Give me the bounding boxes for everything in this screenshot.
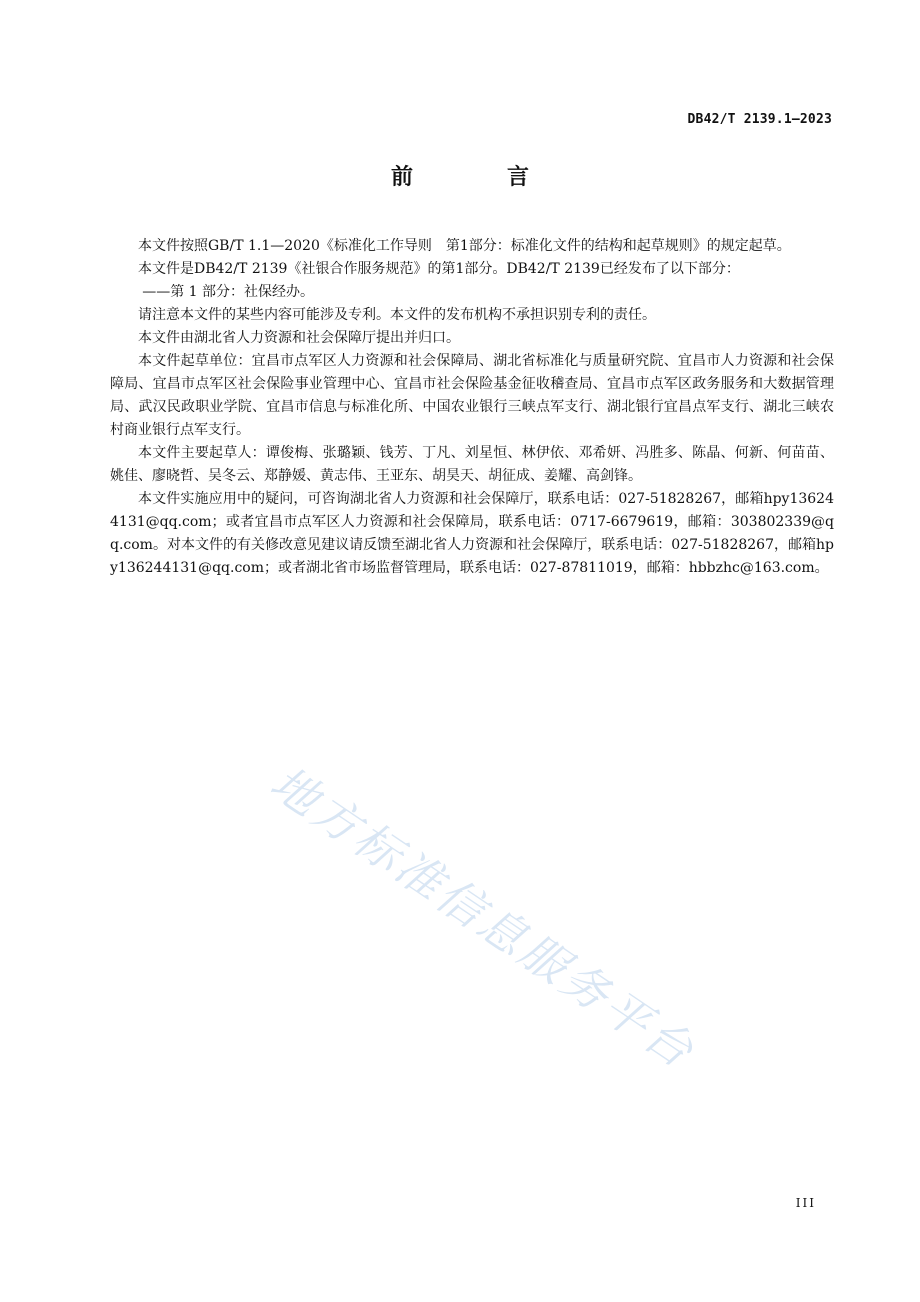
preface-body xyxy=(110,235,834,580)
paragraph-drafting-rules: 本文件按照GB/T 1.1—2020《标准化工作导则 第1部分：标准化文件的结构和起草规则》的规定起草。 xyxy=(138,238,791,254)
list-item-part-1: ——第 1 部分：社保经办。 xyxy=(142,284,314,300)
paragraph-drafting-units: 本文件起草单位：宜昌市点军区人力资源和社会保障局、湖北省标准化与质量研究院、宜昌市人力资源和社会保障局、宜昌市点军区社会保险事业管理中心、宜昌市社会保险基金征收稽查局、宜昌市点军区政务服务和大数据管理局、武汉民政职业学院、宜昌市信息与标准化所、中国农业银行三峡点军支行、湖北银行宜昌点军支行、湖北三峡农村商业银行点军支行。 xyxy=(110,353,834,438)
page-title: 前 言 xyxy=(390,165,565,190)
paragraph-proposer: 本文件由湖北省人力资源和社会保障厅提出并归口。 xyxy=(138,330,460,346)
document-code: DB42/T 2139.1—2023 xyxy=(687,112,832,127)
paragraph-part-info: 本文件是DB42/T 2139《社银合作服务规范》的第1部分。DB42/T 2139已经发布了以下部分： xyxy=(138,261,740,277)
watermark: 地方标准信息服务平台 xyxy=(260,755,706,1080)
paragraph-contact-info: 本文件实施应用中的疑问，可咨询湖北省人力资源和社会保障厅，联系电话：027-51828267，邮箱hpy136244131@qq.com；或者宜昌市点军区人力资源和社会保障局，联系电话：0717-6679619，邮箱：303802339@qq.com。对本文件的有关修改意见建议请反馈至湖北省人力资源和社会保障厅，联系电话：027-51828267，邮箱hpy136244131@qq.com；或者湖北省市场监督管理局，联系电话：027-87811019，邮箱：hbbzhc@163.com。 xyxy=(110,491,834,576)
paragraph-patent-notice: 请注意本文件的某些内容可能涉及专利。本文件的发布机构不承担识别专利的责任。 xyxy=(138,307,656,323)
page-number: III xyxy=(795,1196,816,1210)
paragraph-drafters: 本文件主要起草人：谭俊梅、张璐颖、钱芳、丁凡、刘星恒、林伊依、邓希妍、冯胜多、陈晶、何新、何苗苗、姚佳、廖晓哲、吴冬云、郑静媛、黄志伟、王亚东、胡昊天、胡征成、姜耀、高剑锋。 xyxy=(110,445,834,484)
